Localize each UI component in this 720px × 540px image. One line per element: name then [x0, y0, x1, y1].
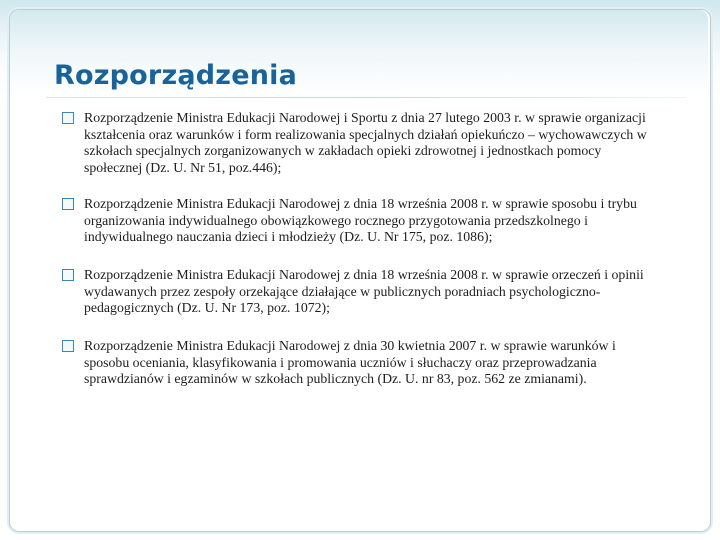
list-item-text: Rozporządzenie Ministra Edukacji Narodowej z dnia 18 września 2008 r. w sprawie sposobu i trybu organizowania indywidualnego obowiązkowego rocznego przygotowania przedszkolnego i indywidualnego nauczania dzieci i młodzieży (Dz. U. Nr 175, poz. 1086);	[84, 195, 637, 245]
square-bullet-icon	[62, 198, 74, 210]
list-item	[62, 267, 662, 317]
square-bullet-icon	[62, 269, 74, 281]
square-bullet-icon	[62, 340, 74, 352]
regulations-list	[62, 110, 662, 388]
title-divider	[46, 97, 686, 98]
list-item	[62, 110, 662, 177]
list-item-text: Rozporządzenie Ministra Edukacji Narodowej i Sportu z dnia 27 lutego 2003 r. w sprawie organizacji kształcenia oraz warunków i form realizowania specjalnych działań opiekuńczo – wychowawczych w szkołach specjalnych zorganizowanych w zakładach opieki zdrowotnej i jednostkach pomocy społecznej (Dz. U. Nr 51, poz.446);	[84, 110, 647, 176]
slide-title: Rozporządzenia	[54, 60, 298, 91]
list-item	[62, 196, 662, 246]
list-item-text: Rozporządzenie Ministra Edukacji Narodowej z dnia 18 września 2008 r. w sprawie orzeczeń i opinii wydawanych przez zespoły orzekające działające w publicznych poradniach psychologiczno- pedagogicznych (Dz. U. Nr 173, poz. 1072);	[84, 266, 644, 316]
list-item	[62, 338, 662, 388]
square-bullet-icon	[62, 112, 74, 124]
list-item-text: Rozporządzenie Ministra Edukacji Narodowej z dnia 30 kwietnia 2007 r. w sprawie warunków i sposobu oceniania, klasyfikowania i promowania uczniów i słuchaczy oraz przeprowadzania sprawdzianów i egzaminów w szkołach publicznych (Dz. U. nr 83, poz. 562 ze zmianami).	[84, 338, 616, 387]
